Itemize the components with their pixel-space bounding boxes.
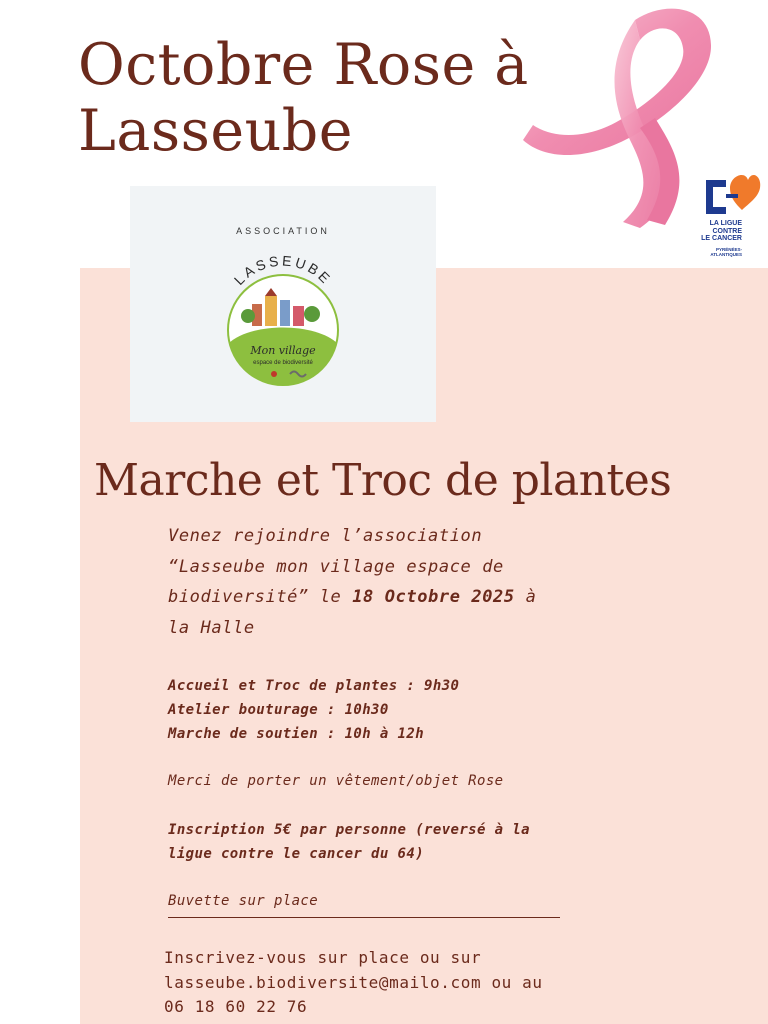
association-label: ASSOCIATION [236, 226, 330, 236]
page-title [78, 32, 529, 164]
ladybug-icon [271, 371, 277, 377]
buvette-note: Buvette sur place [168, 893, 319, 909]
event-schedule [168, 674, 459, 746]
ligue-contre-le-cancer-logo [700, 168, 762, 264]
pink-ribbon-icon [515, 0, 725, 240]
ligue-logo-icon [700, 168, 762, 220]
event-heading: Marche et Troc de plantes [94, 455, 672, 506]
lasseube-village-logo-icon [210, 244, 356, 390]
event-date: 18 Octobre 2025 [352, 587, 515, 607]
inscription-fee: Inscription 5€ par personne (reversé à la ligue contre le cancer du 64) [168, 822, 530, 862]
ligue-text: LA LIGUE CONTRE LE CANCER [701, 220, 742, 242]
schedule-item: Atelier bouturage : 10h30 [168, 702, 389, 718]
schedule-item: Marche de soutien : 10h à 12h [168, 726, 425, 742]
event-intro: Venez rejoindre l’association “Lasseube mon village espace de biodiversité” le 18 Octobre 2025 à la Halle [168, 526, 537, 638]
title-line-1: Octobre Rose à [78, 32, 529, 98]
association-logo [130, 186, 436, 422]
schedule-item: Accueil et Troc de plantes : 9h30 [168, 678, 460, 694]
dress-note: Merci de porter un vêtement/objet Rose [168, 773, 504, 789]
logo-arc-text: LASSEUBE [230, 252, 336, 289]
contact-email[interactable]: lasseube.biodiversite@mailo.com [164, 972, 482, 992]
logo-tagline: espace de biodiversité [253, 360, 313, 366]
title-line-2: Lasseube [78, 98, 354, 164]
ligue-subtext: PYRÉNÉES- ATLANTIQUES [710, 247, 742, 257]
divider [168, 917, 560, 918]
contact-info: Inscrivez-vous sur place ou sur lasseube.biodiversite@mailo.com ou au 06 18 60 22 76 [164, 946, 543, 1020]
logo-name: Mon village [250, 344, 316, 357]
contact-phone[interactable]: 06 18 60 22 76 [164, 997, 308, 1016]
